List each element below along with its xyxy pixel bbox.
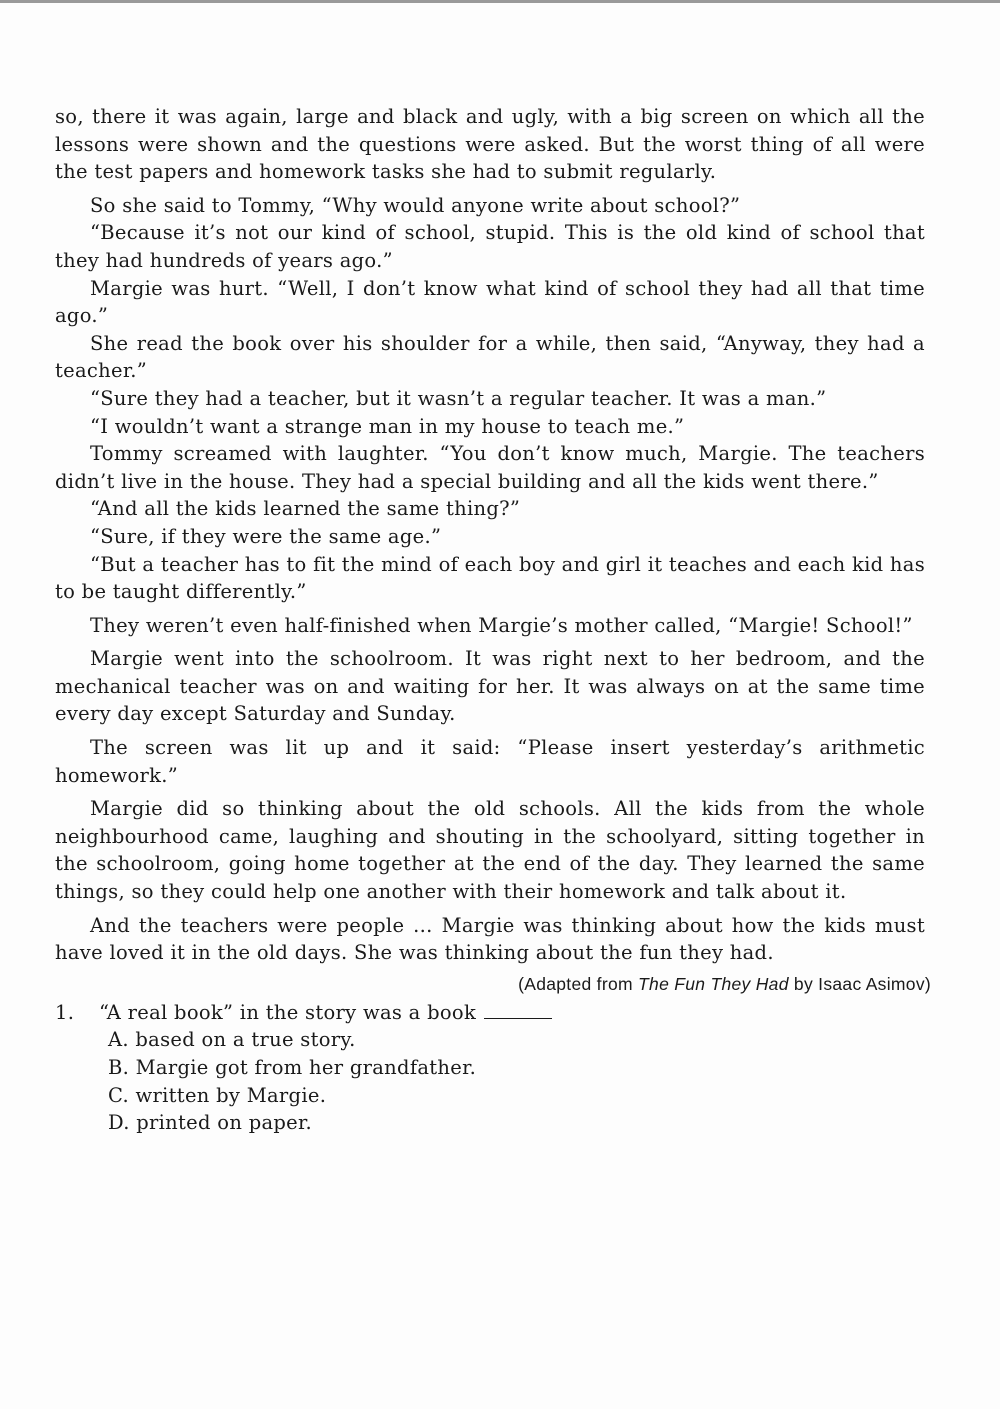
scan-edge xyxy=(0,0,1000,3)
question-stem xyxy=(55,999,925,1027)
passage-paragraph: Margie went into the schoolroom. It was right next to her bedroom, and the mechanical teacher was on and waiting for her. It was always on at the same time every day except Saturday and Sunday. xyxy=(55,647,925,726)
question-number: 1. xyxy=(55,1000,75,1024)
passage-paragraph: “But a teacher has to fit the mind of each boy and girl it teaches and each kid has to be taught differently.” xyxy=(55,552,925,604)
passage-paragraph: “Sure they had a teacher, but it wasn’t a regular teacher. It was a man.” xyxy=(90,386,827,410)
passage-paragraph: so, there it was again, large and black and ugly, with a big screen on which all the lessons were shown and the questions were asked. But the worst thing of all were the test papers and homework tasks she had to submit regularly. xyxy=(55,105,925,184)
question-text: “A real book” in the story was a book xyxy=(99,1000,477,1024)
passage-paragraph: “Because it’s not our kind of school, stupid. This is the old kind of school that they had hundreds of years ago.” xyxy=(55,221,925,272)
passage-paragraph: And the teachers were people ... Margie was thinking about how the kids must have loved it in the old days. She was thinking about the fun they had. xyxy=(55,913,925,965)
passage-paragraph: “Sure, if they were the same age.” xyxy=(90,524,442,548)
passage-paragraph: “I wouldn’t want a strange man in my house to teach me.” xyxy=(90,414,685,438)
reading-passage xyxy=(55,103,931,1137)
option-c: C. written by Margie. xyxy=(108,1083,327,1107)
source-title: The Fun They Had xyxy=(638,973,789,994)
answer-options xyxy=(55,1026,925,1136)
source-prefix: (Adapted from xyxy=(518,973,639,994)
passage-paragraph: “And all the kids learned the same thing?” xyxy=(90,497,521,521)
source-attribution xyxy=(55,971,931,997)
passage-paragraph: So she said to Tommy, “Why would anyone write about school?” xyxy=(90,193,741,217)
source-suffix: by Isaac Asimov) xyxy=(788,973,931,994)
option-d: D. printed on paper. xyxy=(108,1111,312,1135)
option-b: B. Margie got from her grandfather. xyxy=(108,1056,477,1079)
passage-paragraph: The screen was lit up and it said: “Please insert yesterday’s arithmetic homework.” xyxy=(55,736,925,787)
passage-paragraph: Margie did so thinking about the old schools. All the kids from the whole neighbourhood came, laughing and shouting in the schoolyard, sitting together in the schoolroom, going home together at the end of the day. They learned the same things, so they could help one another with their homework and talk about it. xyxy=(55,797,925,904)
answer-blank xyxy=(484,1004,552,1019)
passage-paragraph: Tommy screamed with laughter. “You don’t know much, Margie. The teachers didn’t live in the house. They had a special building and all the kids went there.” xyxy=(55,442,925,493)
option-a: A. based on a true story. xyxy=(108,1028,356,1052)
passage-paragraph: They weren’t even half-finished when Margie’s mother called, “Margie! School!” xyxy=(90,613,913,637)
passage-paragraph: Margie was hurt. “Well, I don’t know what kind of school they had all that time ago.” xyxy=(55,276,925,328)
question-1 xyxy=(55,999,925,1137)
passage-paragraph: She read the book over his shoulder for a while, then said, “Anyway, they had a teacher.” xyxy=(55,331,925,383)
